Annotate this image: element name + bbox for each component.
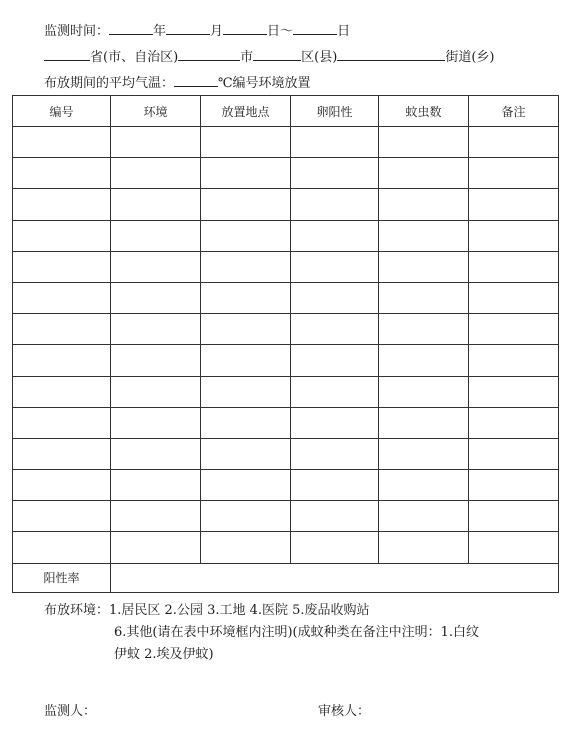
location-line: [44, 46, 494, 64]
temperature-label: 布放期间的平均气温：: [44, 76, 175, 91]
table-cell[interactable]: [13, 532, 111, 563]
table-row: [13, 470, 559, 501]
city-blank[interactable]: [178, 46, 240, 61]
table-cell[interactable]: [291, 158, 379, 189]
temperature-line: [44, 72, 311, 90]
monitoring-table: [12, 95, 559, 593]
environment-legend: [44, 600, 479, 666]
table-row: [13, 189, 559, 220]
table-cell[interactable]: [379, 501, 469, 532]
table-cell[interactable]: [201, 189, 291, 220]
table-cell[interactable]: [379, 345, 469, 376]
table-cell[interactable]: [201, 282, 291, 313]
table-cell[interactable]: [111, 282, 201, 313]
table-cell[interactable]: [201, 470, 291, 501]
table-cell[interactable]: [13, 470, 111, 501]
monitor-time-label: 监测时间：: [44, 24, 110, 39]
table-cell[interactable]: [13, 251, 111, 282]
province-label: 省(市、自治区): [90, 50, 179, 65]
table-cell[interactable]: [291, 470, 379, 501]
column-header-remarks: 备注: [469, 96, 559, 127]
column-header-mosquito-count: 蚊虫数: [379, 96, 469, 127]
reviewer-label: 审核人：: [318, 704, 371, 719]
table-cell[interactable]: [291, 314, 379, 345]
table-cell[interactable]: [201, 532, 291, 563]
table-cell[interactable]: [13, 314, 111, 345]
temperature-unit: ℃编号环境放置: [218, 76, 311, 91]
legend-line-3: 伊蚊 2.埃及伊蚊): [114, 647, 214, 662]
table-cell[interactable]: [291, 438, 379, 469]
table-cell[interactable]: [379, 282, 469, 313]
year-label: 年: [153, 24, 167, 39]
monitor-signature: [44, 700, 96, 719]
monitor-time-line: [44, 20, 350, 38]
table-cell[interactable]: [469, 376, 559, 407]
table-cell[interactable]: [291, 407, 379, 438]
province-blank[interactable]: [44, 46, 90, 61]
table-cell[interactable]: [379, 376, 469, 407]
day-start-label: 日～: [267, 24, 294, 39]
table-row: [13, 314, 559, 345]
table-body: [13, 127, 559, 564]
table-cell[interactable]: [379, 158, 469, 189]
table-cell[interactable]: [291, 532, 379, 563]
table-cell[interactable]: [469, 282, 559, 313]
table-cell[interactable]: [111, 376, 201, 407]
table-cell[interactable]: [469, 251, 559, 282]
table-cell[interactable]: [201, 345, 291, 376]
table-row: [13, 282, 559, 313]
table-cell[interactable]: [291, 189, 379, 220]
table-cell[interactable]: [13, 407, 111, 438]
district-blank[interactable]: [253, 46, 301, 61]
table-cell[interactable]: [111, 470, 201, 501]
month-blank[interactable]: [166, 20, 210, 35]
day-end-label: 日: [337, 24, 351, 39]
year-blank[interactable]: [109, 20, 153, 35]
table-cell[interactable]: [379, 127, 469, 158]
table-cell[interactable]: [469, 314, 559, 345]
table-row: [13, 127, 559, 158]
street-blank[interactable]: [337, 46, 445, 61]
table-cell[interactable]: [469, 532, 559, 563]
table-cell[interactable]: [201, 438, 291, 469]
table-cell[interactable]: [201, 376, 291, 407]
table-cell[interactable]: [201, 127, 291, 158]
street-label: 街道(乡): [445, 50, 495, 65]
column-header-id: 编号: [13, 96, 111, 127]
temperature-blank[interactable]: [174, 72, 218, 87]
table-cell[interactable]: [13, 189, 111, 220]
table-cell[interactable]: [291, 345, 379, 376]
positive-rate-label: 阳性率: [13, 563, 111, 592]
table-row: [13, 251, 559, 282]
table-cell[interactable]: [469, 470, 559, 501]
table-cell[interactable]: [13, 438, 111, 469]
positive-rate-row: [13, 563, 559, 592]
table-cell[interactable]: [201, 251, 291, 282]
table-cell[interactable]: [469, 438, 559, 469]
table-cell[interactable]: [111, 438, 201, 469]
table-cell[interactable]: [291, 501, 379, 532]
column-header-environment: 环境: [111, 96, 201, 127]
city-label: 市: [240, 50, 254, 65]
day-end-blank[interactable]: [293, 20, 337, 35]
table-cell[interactable]: [291, 376, 379, 407]
column-header-egg-positive: 卵阳性: [291, 96, 379, 127]
table-cell[interactable]: [201, 314, 291, 345]
table-cell[interactable]: [469, 220, 559, 251]
table-row: [13, 376, 559, 407]
table-row: [13, 158, 559, 189]
table-cell[interactable]: [201, 158, 291, 189]
table-cell[interactable]: [469, 345, 559, 376]
table-cell[interactable]: [379, 407, 469, 438]
table-cell[interactable]: [379, 314, 469, 345]
table-row: [13, 407, 559, 438]
table-cell[interactable]: [469, 189, 559, 220]
table-cell[interactable]: [13, 127, 111, 158]
legend-line-2: 6.其他(请在表中环境框内注明)(成蚊种类在备注中注明：1.白纹: [114, 625, 480, 640]
table-cell[interactable]: [379, 438, 469, 469]
table-cell[interactable]: [111, 158, 201, 189]
positive-rate-cell[interactable]: [111, 563, 559, 592]
table-header-row: [13, 96, 559, 127]
table-cell[interactable]: [379, 220, 469, 251]
table-cell[interactable]: [201, 220, 291, 251]
table-row: [13, 220, 559, 251]
table-cell[interactable]: [469, 501, 559, 532]
table-cell[interactable]: [111, 189, 201, 220]
table-cell[interactable]: [13, 282, 111, 313]
table-cell[interactable]: [111, 345, 201, 376]
table-cell[interactable]: [111, 532, 201, 563]
table-cell[interactable]: [111, 501, 201, 532]
column-header-location: 放置地点: [201, 96, 291, 127]
table-cell[interactable]: [291, 251, 379, 282]
table-cell[interactable]: [13, 220, 111, 251]
table-row: [13, 501, 559, 532]
table-cell[interactable]: [291, 220, 379, 251]
table-cell[interactable]: [469, 158, 559, 189]
table-cell[interactable]: [13, 376, 111, 407]
table-cell[interactable]: [291, 127, 379, 158]
table-cell[interactable]: [201, 501, 291, 532]
reviewer-signature: [318, 700, 370, 719]
table-row: [13, 345, 559, 376]
table-cell[interactable]: [13, 501, 111, 532]
table-cell[interactable]: [379, 532, 469, 563]
table-cell[interactable]: [13, 345, 111, 376]
table-cell[interactable]: [291, 282, 379, 313]
table-cell[interactable]: [469, 407, 559, 438]
table-cell[interactable]: [469, 127, 559, 158]
table-cell[interactable]: [111, 407, 201, 438]
table-row: [13, 532, 559, 563]
table-cell[interactable]: [379, 470, 469, 501]
table-row: [13, 438, 559, 469]
table-cell[interactable]: [111, 220, 201, 251]
table-cell[interactable]: [13, 158, 111, 189]
table-cell[interactable]: [111, 251, 201, 282]
monitor-label: 监测人：: [44, 704, 97, 719]
table-cell[interactable]: [111, 314, 201, 345]
table-cell[interactable]: [201, 407, 291, 438]
table-cell[interactable]: [379, 251, 469, 282]
table-cell[interactable]: [111, 127, 201, 158]
table-cell[interactable]: [379, 189, 469, 220]
legend-line-1: 布放环境：1.居民区 2.公园 3.工地 4.医院 5.废品收购站: [44, 603, 370, 618]
month-label: 月: [210, 24, 224, 39]
district-label: 区(县): [301, 50, 338, 65]
day-start-blank[interactable]: [223, 20, 267, 35]
